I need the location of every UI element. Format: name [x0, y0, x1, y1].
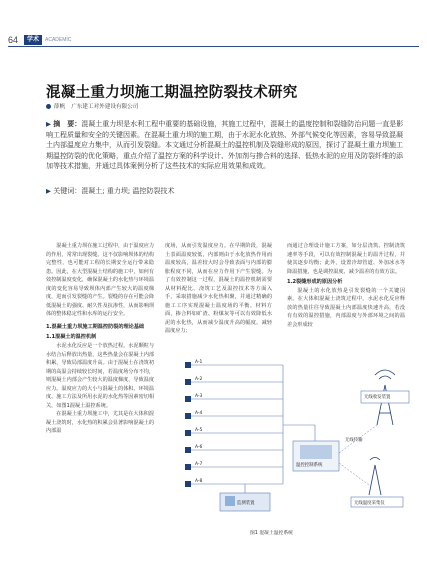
figure-temperature-control-system: [165, 345, 411, 530]
paragraph: 混凝土重力坝在施工过程中，由于温度应力的作用，常常出现裂缝。这不仅影响坝体的结构完整性，也可能对工程的长期安全运行带来隐患。因此，在大型混凝土结构的施工中，如何有效控制温度变化，确保混凝土的水化热与环境温度的变化容易导致坝体内部产生较大的温度梯度，进而引发裂缝的产生。裂缝的存在可能会降低混凝土的强度、耐久性及抗渗性，从而影响坝体的整体稳定性和水库的运行安全。: [46, 243, 154, 318]
wireless-link-label: 无线传输: [345, 438, 363, 443]
body-column-3: [287, 242, 405, 329]
sensor-label: A-1: [195, 360, 203, 365]
header-divider: [8, 46, 419, 47]
page-number: 64: [8, 35, 19, 45]
section-heading: 1.混凝土重力坝施工期温控防裂的理论基础: [46, 323, 145, 330]
sensor-label: A-3: [195, 394, 203, 399]
sensor-label: A-8: [195, 479, 203, 484]
paragraph: 在混凝土重力坝施工中，尤其是在大体积混凝土浇筑时，水化热的积累会显著影响混凝土的内部温: [46, 411, 154, 435]
subsection-heading: 1.1混凝土的温控机制: [46, 334, 97, 341]
sensor-label: A-5: [195, 428, 203, 433]
sensor-label: A-7: [195, 462, 203, 467]
sensor-label: A-6: [195, 445, 203, 450]
abstract-marker-icon: ▶: [46, 120, 51, 128]
paragraph: 水泥水化反应是一个放热过程。水泥颗粒与水结合后释放出热量，这些热量会在混凝土内部积累，导致局部温度升高。由于混凝土在浇筑初期的高温会持续较长时间，若温度场分布不均，则混凝土内部会产生较大的温度梯度，导致温度应力。温度应力的大小与混凝土的体积、环境温度、施工方法及所用水泥的水化热等因素密切相关，如图1混凝土温控系统。: [46, 343, 154, 409]
control-system-label: 温控控制系统: [296, 463, 323, 468]
keywords-marker-icon: ▶: [46, 187, 51, 195]
sensor-label: A-4: [195, 411, 203, 416]
paragraph: 而通过合理设计施工方案，如分层浇筑、控制浇筑速率等手段，可以有效控制混凝土的温升过程，并使其逐步均衡；此外，设置冷却管道、外加冰水等降温措施，也是调控温度、减少温差的有效方法。: [287, 243, 405, 275]
author-bullet-icon: [46, 104, 51, 109]
transceiver-label: 无线收发装置: [364, 395, 391, 400]
keywords-label: 关键词：: [53, 187, 82, 195]
body-column-2: [165, 242, 272, 336]
monitor-device-label: 监测装置: [237, 501, 255, 506]
section-badge: 学术: [24, 35, 42, 45]
keywords: [46, 186, 408, 196]
keywords-text: 混凝土; 重力坝; 温控防裂技术: [81, 187, 175, 195]
paragraph: 度场，从而引发温度应力。在早期阶段，混凝土表面温度较低，内部则由于水化放热作用而温度较高，温差较大时会导致表面与内部的膨胀程度不同，从而在应力作用下产生裂缝。为了有效控制这一过程，混凝土的温控机制需要从材料配比、浇筑工艺及温控技术等方面入手，采取措施减少水化热积聚，并通过精确的施工工序实现混凝土温度场的平衡。材料方面，掺合料如矿渣、粉煤灰等可以有效降低水泥的水化热，从而减少温度升高的幅度。减轻温度应力；: [165, 243, 272, 335]
abstract-text: 混凝土重力坝是水利工程中重要的基础设施，其施工过程中，混凝土的温度控制和裂缝防治问题一直是影响工程质量和安全的关键因素。在混凝土重力坝的施工期，由于水泥水化放热、外部气候变化等因素，容易导致混凝土内部温度应力集中，从而引发裂缝。本文通过分析混凝土的温控机制及裂缝形成的原因，探讨了混凝土重力坝施工期温控防裂的优化策略，重点介绍了温控方案的科学设计、外加剂与掺合料的选择、低热水泥的应用及防裂纤维的添加等技术措施，并通过具体案例分析了这些技术的实际应用效果和成效。: [46, 120, 404, 171]
subsection-heading: 1.2裂缝形成的原因分析: [287, 279, 343, 286]
paragraph: 混凝土的水化放热是引发裂缝的一个关键因素。在大体积混凝土浇筑过程中，水泥水化反应释放的热量往往导致混凝土内部温度快速升高，若没有有效的温控措施，内部温度与外部环境之间的温差会形成较: [287, 287, 405, 328]
collector-label: 无线温度采集仪: [354, 501, 385, 506]
figure-caption: 图1 混凝土温控系统: [250, 531, 293, 536]
abstract-label: 摘 要：: [53, 120, 82, 128]
body-column-1: [46, 242, 154, 436]
author-name: 薛帆: [54, 104, 66, 110]
sensor-label: A-2: [195, 377, 203, 382]
author-affiliation: 广东建工对外建设有限公司: [71, 104, 139, 110]
author-line: [46, 102, 138, 110]
section-english: ACADEMIC: [45, 37, 72, 43]
article-title: 混凝土重力坝施工期温控防裂技术研究: [46, 85, 298, 101]
abstract: [46, 119, 408, 172]
page-header: [8, 34, 71, 46]
